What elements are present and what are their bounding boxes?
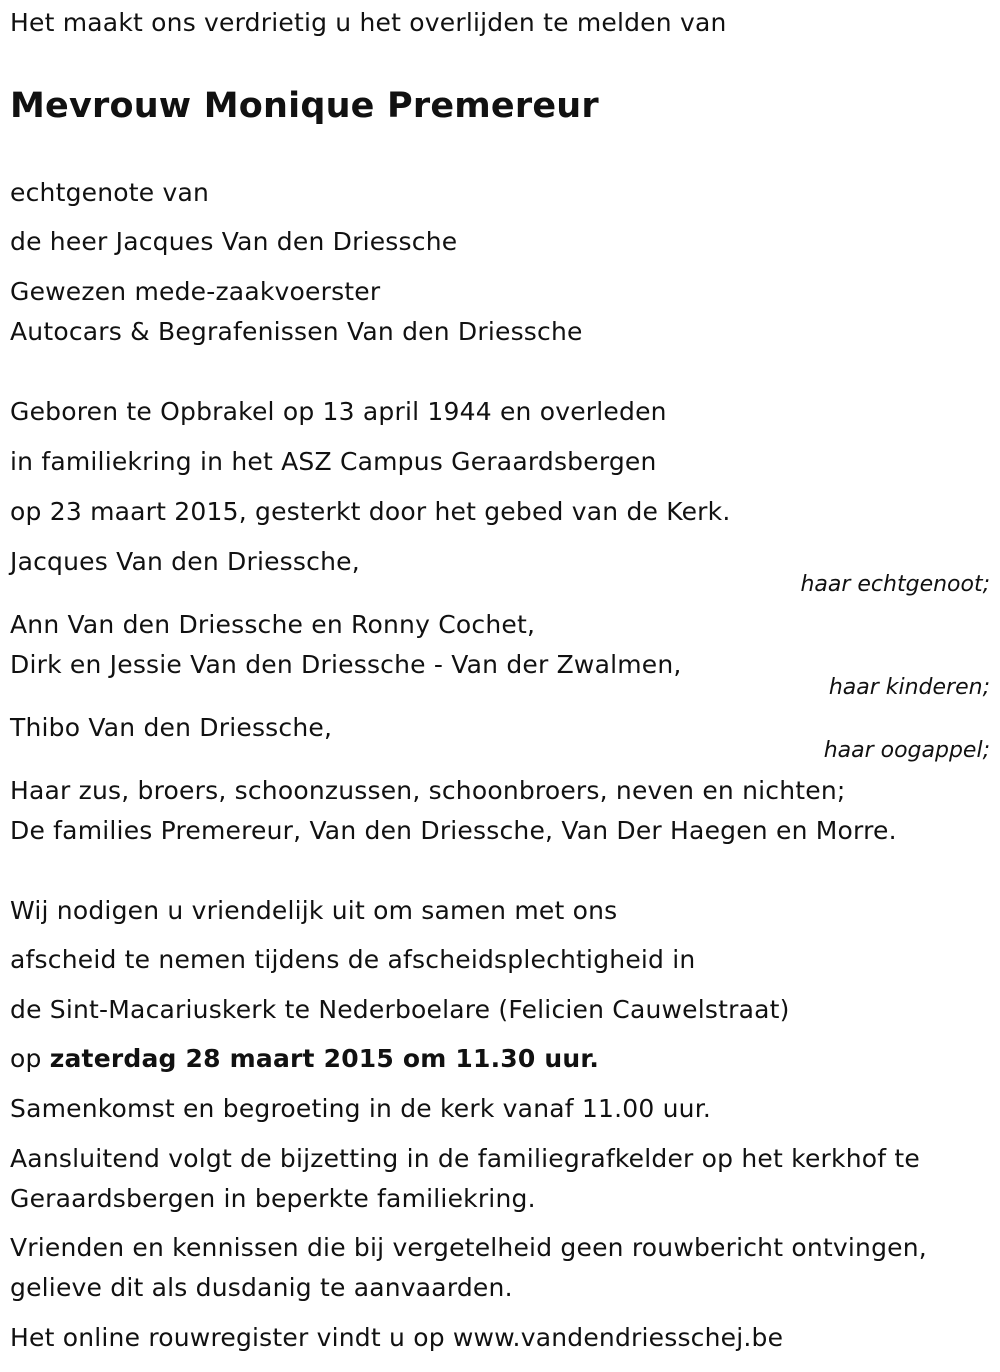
occupation-line-2: Autocars & Begrafenissen Van den Driessche	[10, 317, 583, 346]
ceremony-date-prefix: op	[10, 1044, 50, 1073]
child-line-2: Dirk en Jessie Van den Driessche - Van der Zwalmen,	[10, 650, 682, 679]
deceased-name: Mevrouw Monique Premereur	[10, 86, 599, 126]
online-register-text: Het online rouwregister vindt u op www.vandendriesschej.be	[10, 1323, 784, 1352]
grandchild-name: Thibo Van den Driessche,	[10, 713, 333, 742]
spouse-name: de heer Jacques Van den Driessche	[10, 227, 458, 256]
occupation-line-1: Gewezen mede-zaakvoerster	[10, 277, 381, 306]
child-line-1: Ann Van den Driessche en Ronny Cochet,	[10, 610, 536, 639]
spouse-label: echtgenote van	[10, 178, 210, 207]
children-role: haar kinderen;	[828, 675, 990, 700]
ceremony-date-bold: zaterdag 28 maart 2015 om 11.30 uur.	[49, 1044, 600, 1073]
invite-line-2: afscheid te nemen tijdens de afscheidsplechtigheid in	[10, 945, 696, 974]
burial-line-1: Aansluitend volgt de bijzetting in de familiegrafkelder op het kerkhof te	[10, 1144, 920, 1173]
birth-line-2: in familiekring in het ASZ Campus Geraardsbergen	[10, 447, 657, 476]
friends-line-2: gelieve dit als dusdanig te aanvaarden.	[10, 1273, 513, 1302]
friends-line-1: Vrienden en kennissen die bij vergetelheid geen rouwbericht ontvingen,	[10, 1233, 927, 1262]
husband-role: haar echtgenoot;	[800, 572, 990, 597]
burial-line-2: Geraardsbergen in beperkte familiekring.	[10, 1184, 536, 1213]
grandchild-role: haar oogappel;	[823, 738, 990, 763]
husband-name: Jacques Van den Driessche,	[10, 547, 360, 576]
relatives-line-1: Haar zus, broers, schoonzussen, schoonbroers, neven en nichten;	[10, 776, 846, 805]
gathering-text: Samenkomst en begroeting in de kerk vanaf 11.00 uur.	[10, 1094, 712, 1123]
invite-line-3: de Sint-Macariuskerk te Nederboelare (Felicien Cauwelstraat)	[10, 995, 790, 1024]
relatives-line-2: De families Premereur, Van den Driessche, Van Der Haegen en Morre.	[10, 816, 897, 845]
birth-line-3: op 23 maart 2015, gesterkt door het gebed van de Kerk.	[10, 497, 731, 526]
intro-text: Het maakt ons verdrietig u het overlijden te melden van	[10, 8, 727, 37]
ceremony-date	[10, 1042, 599, 1076]
birth-line-1: Geboren te Opbrakel op 13 april 1944 en overleden	[10, 397, 667, 426]
invite-line-1: Wij nodigen u vriendelijk uit om samen met ons	[10, 896, 618, 925]
